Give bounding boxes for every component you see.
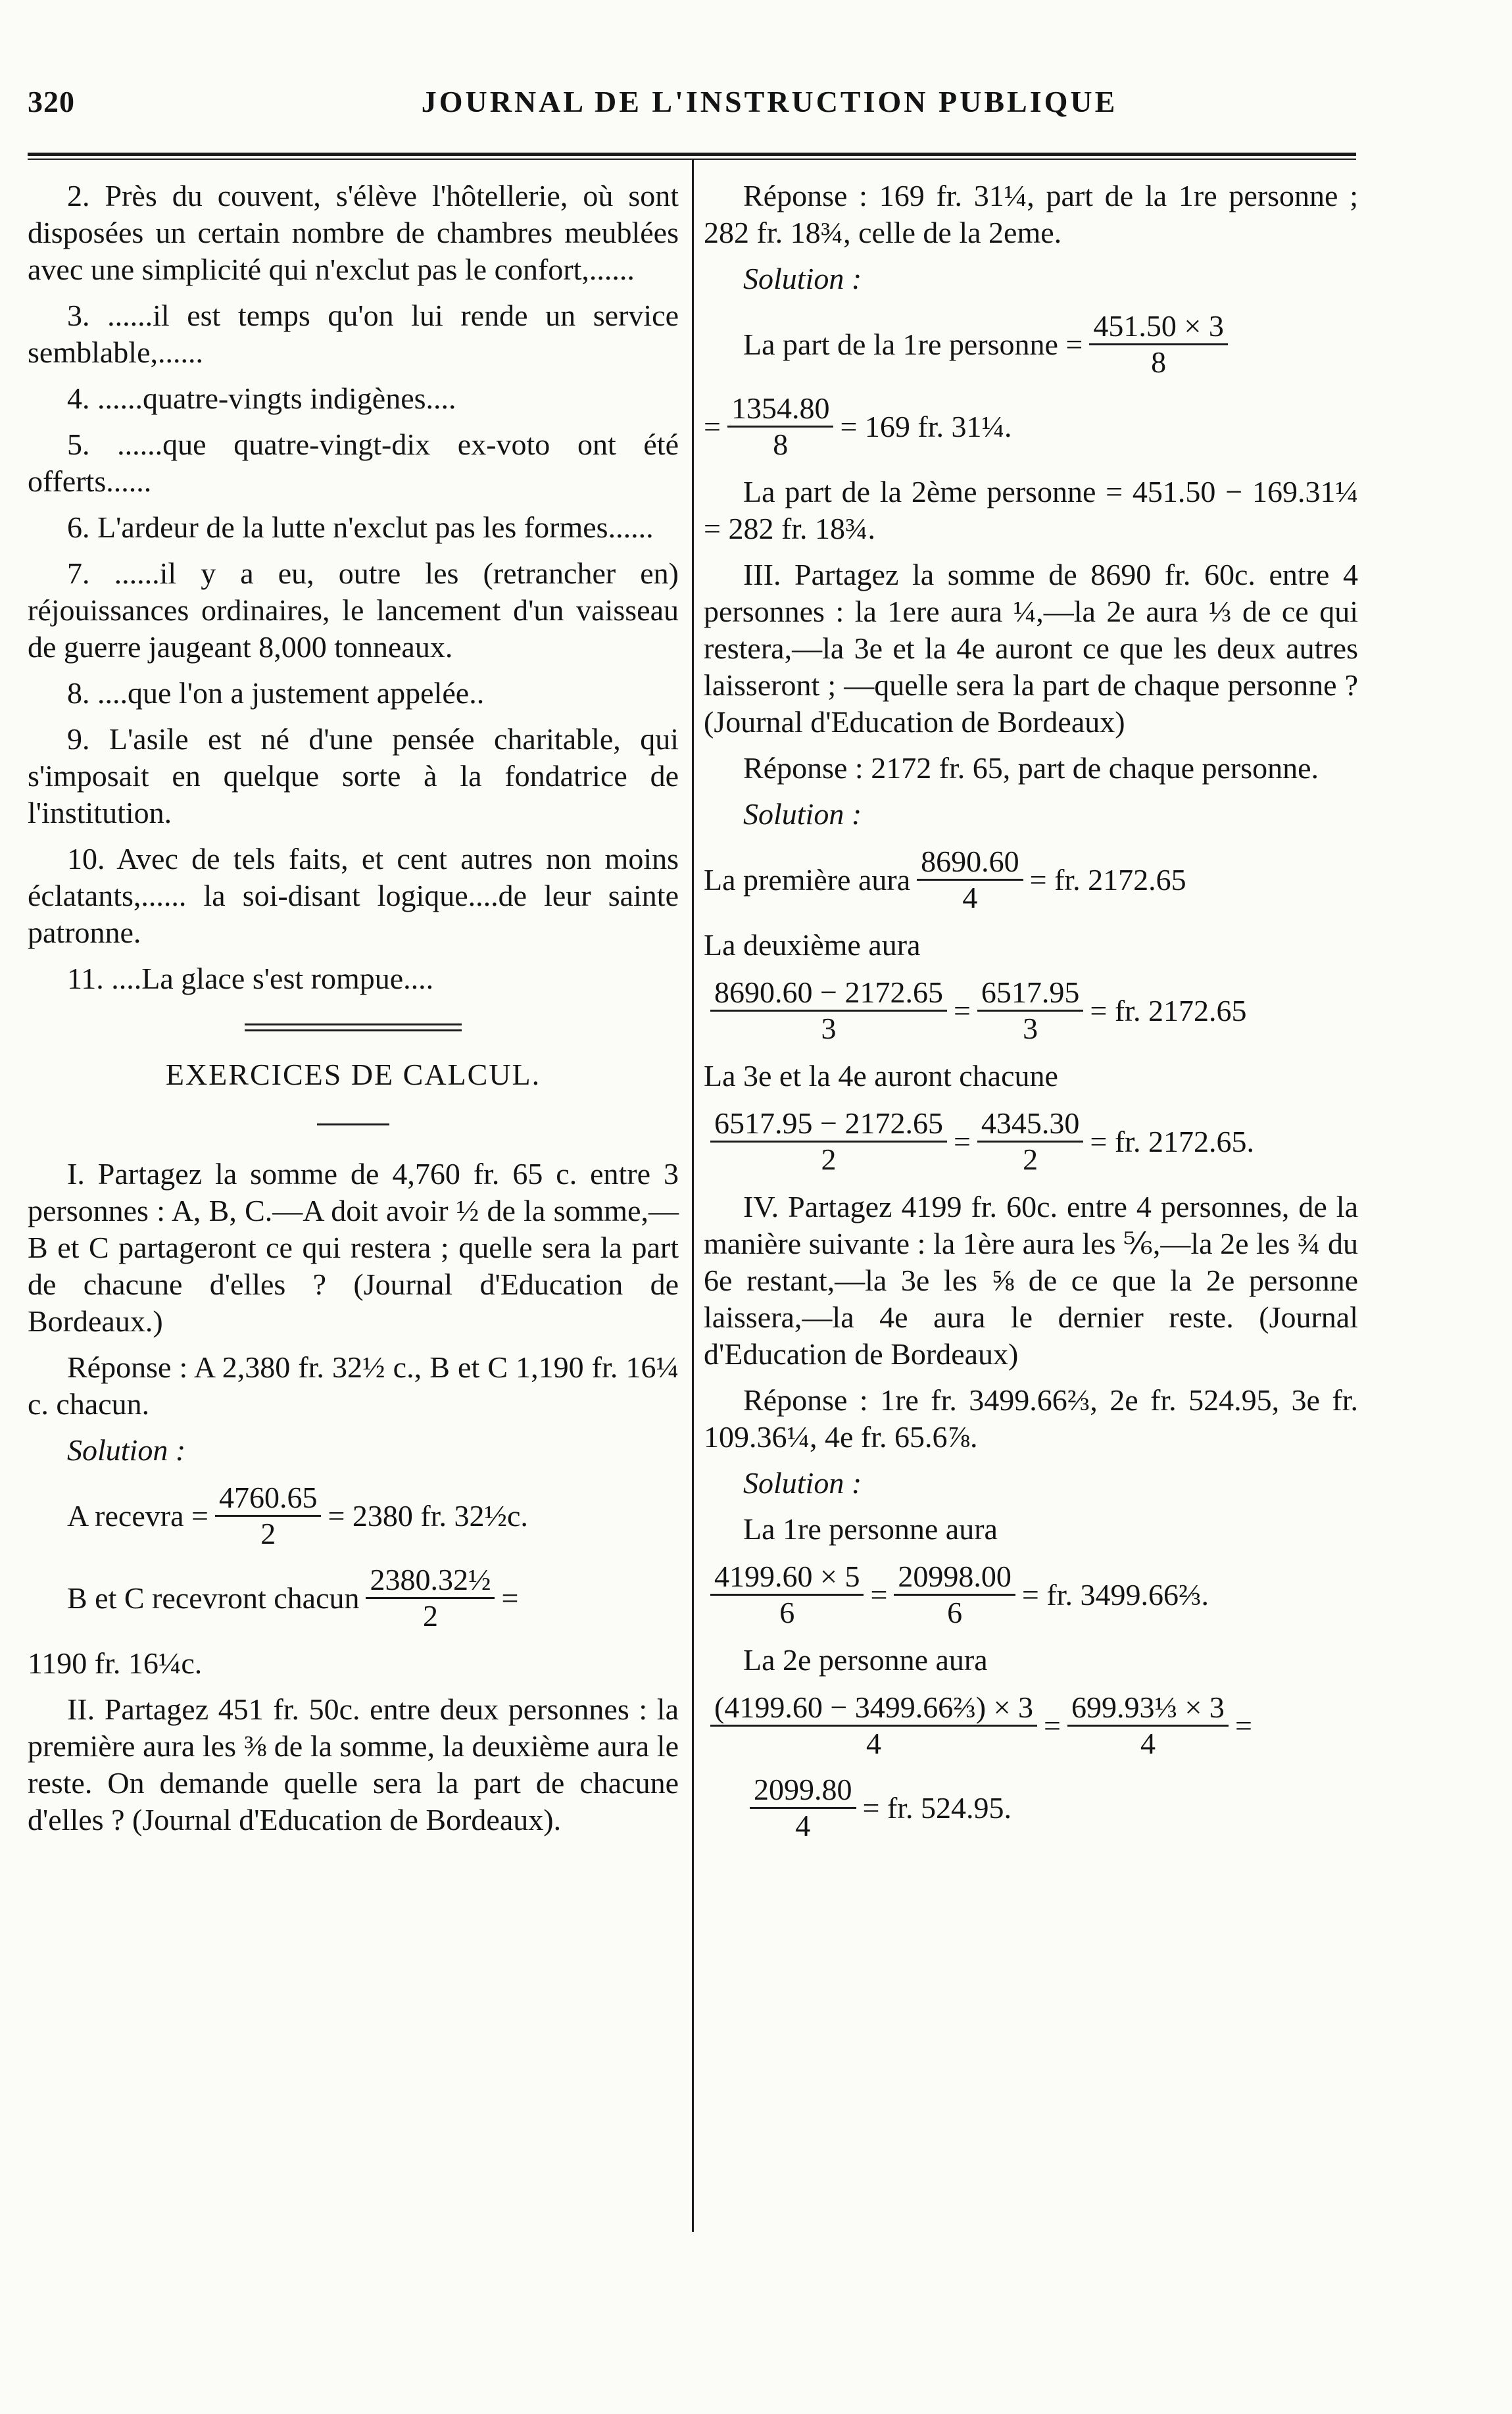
fraction	[894, 1560, 1015, 1630]
denominator: 6	[779, 1596, 795, 1629]
exercise-1-answer: Réponse : A 2,380 fr. 32½ c., B et C 1,190 fr. 16¼ c. chacun.	[28, 1350, 679, 1421]
numerator: 2380.32½	[366, 1563, 495, 1599]
numerator: 4199.60 × 5	[710, 1560, 864, 1596]
denominator: 2	[1023, 1143, 1038, 1176]
fraction	[727, 391, 834, 462]
numerator: 4345.30	[977, 1106, 1084, 1143]
exercise-3-eq-3-label: La 3e et la 4e auront chacune	[704, 1059, 1058, 1093]
denominator: 8	[773, 428, 789, 461]
section-heading: EXERCICES DE CALCUL.	[165, 1058, 541, 1091]
item-3: 3. ......il est temps qu'on lui rende un service semblable,......	[28, 299, 679, 369]
fraction	[917, 845, 1023, 915]
exercise-3-eq-2-label: La deuxième aura	[704, 928, 921, 962]
exercise-3-solution-label: Solution :	[743, 797, 862, 831]
exercise-2-eq-1	[704, 309, 1358, 380]
numerator: 8690.60 − 2172.65	[710, 975, 947, 1012]
eq-result: = fr. 2172.65	[1029, 862, 1186, 897]
exercise-1-eq-bc	[28, 1563, 679, 1633]
numerator: 451.50 × 3	[1089, 309, 1227, 345]
item-2: 2. Près du couvent, s'élève l'hôtellerie, où sont disposées un certain nombre de chambres meublées avec une simplicité qui n'exclut pas le confort,......	[28, 179, 679, 286]
fraction	[977, 1106, 1084, 1177]
eq-sign: =	[870, 1577, 888, 1612]
eq-result: = 169 fr. 31¼.	[840, 409, 1012, 443]
numerator: 6517.95 − 2172.65	[710, 1106, 947, 1143]
fraction	[710, 1690, 1037, 1761]
column-separator	[692, 160, 694, 2232]
exercise-1-eq-a	[28, 1481, 679, 1551]
double-rule-divider	[245, 1023, 462, 1031]
denominator: 2	[821, 1143, 837, 1176]
denominator: 2	[422, 1599, 438, 1633]
exercise-2-answer: Réponse : 169 fr. 31¼, part de la 1re personne ; 282 fr. 18¾, celle de la 2eme.	[704, 179, 1358, 249]
item-7: 7. ......il y a eu, outre les (retrancher en) réjouissances ordinaires, le lancement d'un vaisseau de guerre jaugeant 8,000 tonneaux.	[28, 556, 679, 664]
fraction	[215, 1481, 322, 1551]
eq-sign: =	[1044, 1708, 1061, 1742]
header-rule	[28, 153, 1356, 156]
eq-sign: =	[501, 1581, 519, 1615]
exercise-2: II. Partagez 451 fr. 50c. entre deux personnes : la première aura les ⅜ de la somme, la deuxième aura le reste. On demande quelle sera la part de chacune d'elles ? (Journal d'Education de Bordeaux).	[28, 1692, 679, 1836]
fraction	[977, 975, 1084, 1046]
denominator: 4	[795, 1809, 811, 1842]
eq-sign: =	[1234, 1708, 1252, 1742]
denominator: 2	[260, 1517, 276, 1550]
fraction	[710, 1560, 864, 1630]
eq-sign: =	[953, 1124, 971, 1158]
exercise-2-eq-2: La part de la 2ème personne = 451.50 − 169.31¼ = 282 fr. 18¾.	[704, 475, 1358, 545]
exercise-4-solution-label: Solution :	[743, 1466, 862, 1500]
numerator: (4199.60 − 3499.66⅔) × 3	[710, 1690, 1037, 1727]
exercise-4-eq-1-label: La 1re personne aura	[743, 1512, 998, 1546]
exercise-2-solution-label: Solution :	[743, 262, 862, 295]
eq-result: = 2380 fr. 32½c.	[328, 1498, 528, 1533]
short-rule-divider	[317, 1123, 389, 1125]
exercise-4-eq-2-label: La 2e personne aura	[743, 1643, 988, 1677]
page-header	[0, 84, 1512, 130]
item-5: 5. ......que quatre-vingt-dix ex-voto ont été offerts......	[28, 428, 679, 498]
eq-label: A recevra =	[67, 1498, 208, 1533]
exercise-4-eq-1	[704, 1560, 1358, 1630]
exercise-1-eq-bc-result: 1190 fr. 16¼c.	[28, 1646, 203, 1680]
item-8: 8. ....que l'on a justement appelée..	[67, 676, 485, 710]
exercise-3-answer: Réponse : 2172 fr. 65, part de chaque personne.	[743, 751, 1319, 785]
item-4: 4. ......quatre-vingts indigènes....	[67, 382, 456, 415]
numerator: 4760.65	[215, 1481, 322, 1517]
eq-result: = fr. 3499.66⅔.	[1021, 1577, 1209, 1612]
numerator: 20998.00	[894, 1560, 1015, 1596]
page-number: 320	[28, 85, 75, 118]
eq-label: La première aura	[704, 862, 911, 897]
numerator: 6517.95	[977, 975, 1084, 1012]
exercise-3-eq-2	[704, 975, 1358, 1046]
fraction	[750, 1773, 856, 1843]
eq-sign: =	[953, 993, 971, 1027]
exercise-1: I. Partagez la somme de 4,760 fr. 65 c. entre 3 personnes : A, B, C.—A doit avoir ½ de la somme,—B et C partageront ce qui restera ; quelle sera la part de chacune d'elles ? (Journal d'Education de Bordeaux.)	[28, 1157, 679, 1338]
exercise-2-eq-1b	[704, 391, 1358, 462]
numerator: 2099.80	[750, 1773, 856, 1809]
item-6: 6. L'ardeur de la lutte n'exclut pas les formes......	[67, 510, 654, 544]
fraction	[710, 1106, 947, 1177]
exercise-3-eq-3	[704, 1106, 1358, 1177]
fraction	[366, 1563, 495, 1633]
eq-sign: =	[704, 409, 721, 443]
denominator: 4	[1140, 1727, 1156, 1760]
running-title: JOURNAL DE L'INSTRUCTION PUBLIQUE	[421, 85, 1118, 118]
item-9: 9. L'asile est né d'une pensée charitable, qui s'imposait en quelque sorte à la fondatrice de l'institution.	[28, 722, 679, 829]
exercise-3-eq-1	[704, 845, 1358, 915]
eq-result: = fr. 2172.65.	[1090, 1124, 1254, 1158]
numerator: 699.93⅓ × 3	[1067, 1690, 1229, 1727]
fraction	[1089, 309, 1227, 380]
numerator: 1354.80	[727, 391, 834, 428]
exercise-4-eq-2b	[704, 1773, 1358, 1843]
denominator: 8	[1151, 345, 1167, 379]
denominator: 4	[866, 1727, 882, 1760]
fraction	[710, 975, 947, 1046]
denominator: 3	[821, 1012, 837, 1045]
exercise-4-answer: Réponse : 1re fr. 3499.66⅔, 2e fr. 524.95, 3e fr. 109.36¼, 4e fr. 65.6⅞.	[704, 1383, 1358, 1454]
eq-result: = fr. 524.95.	[862, 1790, 1012, 1825]
denominator: 3	[1023, 1012, 1038, 1045]
numerator: 8690.60	[917, 845, 1023, 881]
denominator: 4	[962, 881, 978, 914]
denominator: 6	[947, 1596, 963, 1629]
eq-label: La part de la 1re personne =	[743, 327, 1083, 361]
item-11: 11. ....La glace s'est rompue....	[67, 962, 434, 995]
exercise-4: IV. Partagez 4199 fr. 60c. entre 4 personnes, de la manière suivante : la 1ère aura les ⅚,—la 2e les ¾ du 6e restant,—la 3e les ⅝ de ce que la 2e personne laissera,—la 4e aura le dernier reste. (Journal d'Education de Bordeaux)	[704, 1190, 1358, 1371]
left-column	[28, 178, 679, 1848]
exercise-3: III. Partagez la somme de 8690 fr. 60c. entre 4 personnes : la 1ere aura ¼,—la 2e aura ⅓ de ce qui restera,—la 3e et la 4e auront ce que les deux autres laisseront ; —quelle sera la part de chaque personne ? (Journal d'Education de Bordeaux)	[704, 558, 1358, 739]
right-column	[704, 178, 1358, 1855]
exercise-1-solution-label: Solution :	[67, 1433, 186, 1467]
eq-label: B et C recevront chacun	[67, 1581, 360, 1615]
eq-result: = fr. 2172.65	[1090, 993, 1247, 1027]
item-10: 10. Avec de tels faits, et cent autres non moins éclatants,...... la soi-disant logique....de leur sainte patronne.	[28, 842, 679, 949]
fraction	[1067, 1690, 1229, 1761]
exercise-4-eq-2	[704, 1690, 1358, 1761]
